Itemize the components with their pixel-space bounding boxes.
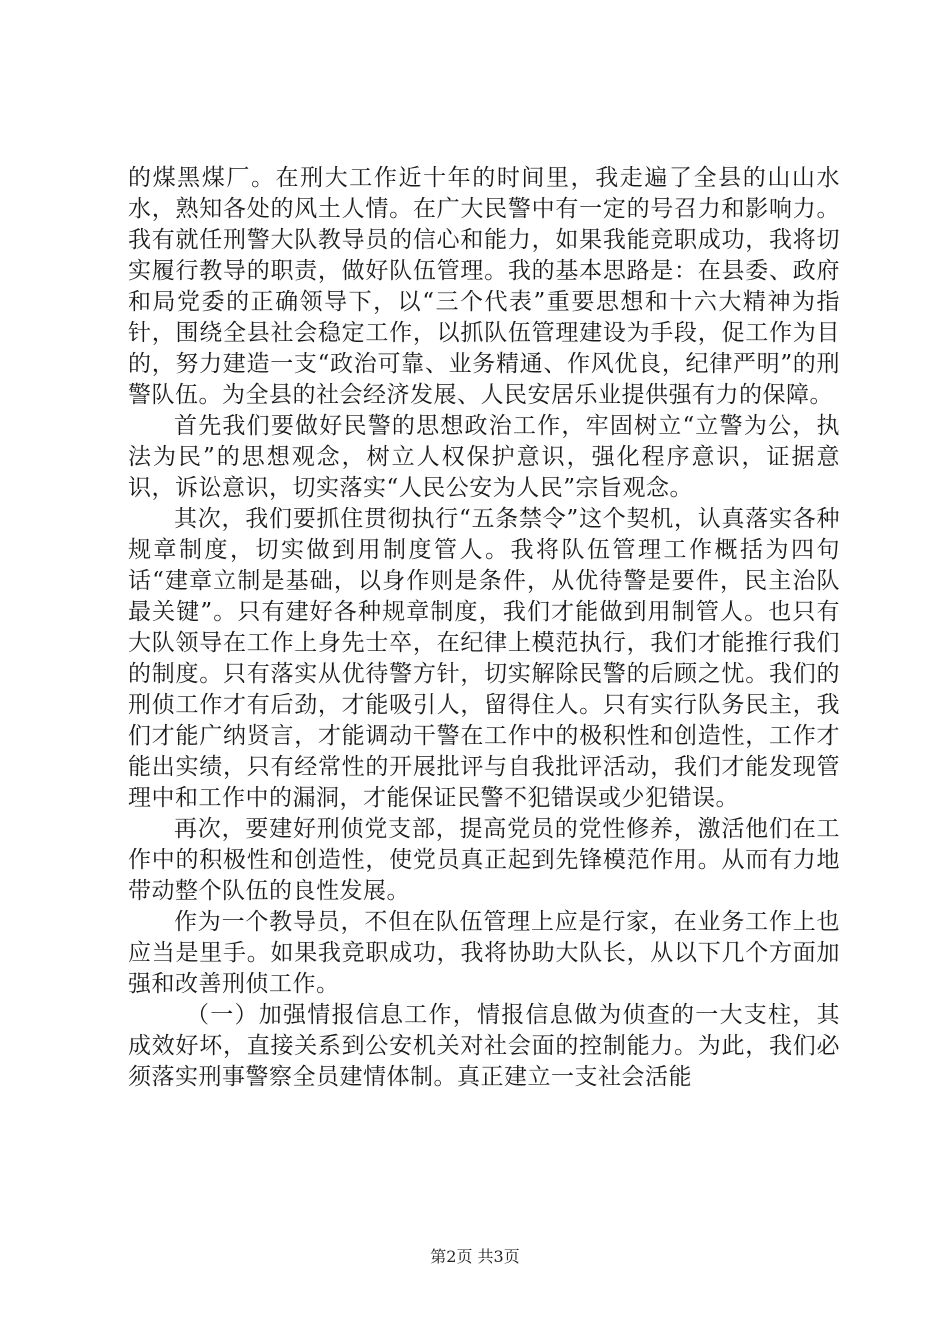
paragraph-2: 首先我们要做好民警的思想政治工作，牢固树立“立警为公，执法为民”的思想观念，树立人权保护意识，强化程序意识，证据意识，诉讼意识，切实落实“人民公安为人民”宗旨观念。 (128, 413, 840, 501)
paragraph-5: 作为一个教导员，不但在队伍管理上应是行家，在业务工作上也应当是里手。如果我竞职成功，我将协助大队长，从以下几个方面加强和改善刑侦工作。 (128, 909, 840, 997)
document-body (128, 163, 840, 1093)
paragraph-3: 其次，我们要抓住贯彻执行“五条禁令”这个契机，认真落实各种规章制度，切实做到用制度管人。我将队伍管理工作概括为四句话“建章立制是基础，以身作则是条件，从优待警是要件，民主治队最关键”。只有建好各种规章制度，我们才能做到用制管人。也只有大队领导在工作上身先士卒，在纪律上模范执行，我们才能推行我们的制度。只有落实从优待警方针，切实解除民警的后顾之忧。我们的刑侦工作才有后劲，才能吸引人，留得住人。只有实行队务民主，我们才能广纳贤言，才能调动干警在工作中的极积性和创造性，工作才能出实绩，只有经常性的开展批评与自我批评活动，我们才能发现管理中和工作中的漏洞，才能保证民警不犯错误或少犯错误。 (128, 506, 840, 811)
paragraph-6: （一）加强情报信息工作，情报信息做为侦查的一大支柱，其成效好坏，直接关系到公安机关对社会面的控制能力。为此，我们必须落实刑事警察全员建情体制。真正建立一支社会活能 (128, 1002, 840, 1090)
paragraph-1: 的煤黑煤厂。在刑大工作近十年的时间里，我走遍了全县的山山水水，熟知各处的风土人情。在广大民警中有一定的号召力和影响力。我有就任刑警大队教导员的信心和能力，如果我能竞职成功，我将切实履行教导的职责，做好队伍管理。我的基本思路是：在县委、政府和局党委的正确领导下，以“三个代表”重要思想和十六大精神为指针，围绕全县社会稳定工作，以抓队伍管理建设为手段，促工作为目的，努力建造一支“政治可靠、业务精通、作风优良，纪律严明”的刑警队伍。为全县的社会经济发展、人民安居乐业提供强有力的保障。 (128, 165, 840, 408)
page-footer: 第2页 共3页 (430, 1247, 520, 1266)
paragraph-4: 再次，要建好刑侦党支部，提高党员的党性修养，激活他们在工作中的积极性和创造性，使党员真正起到先锋模范作用。从而有力地带动整个队伍的良性发展。 (128, 816, 840, 904)
